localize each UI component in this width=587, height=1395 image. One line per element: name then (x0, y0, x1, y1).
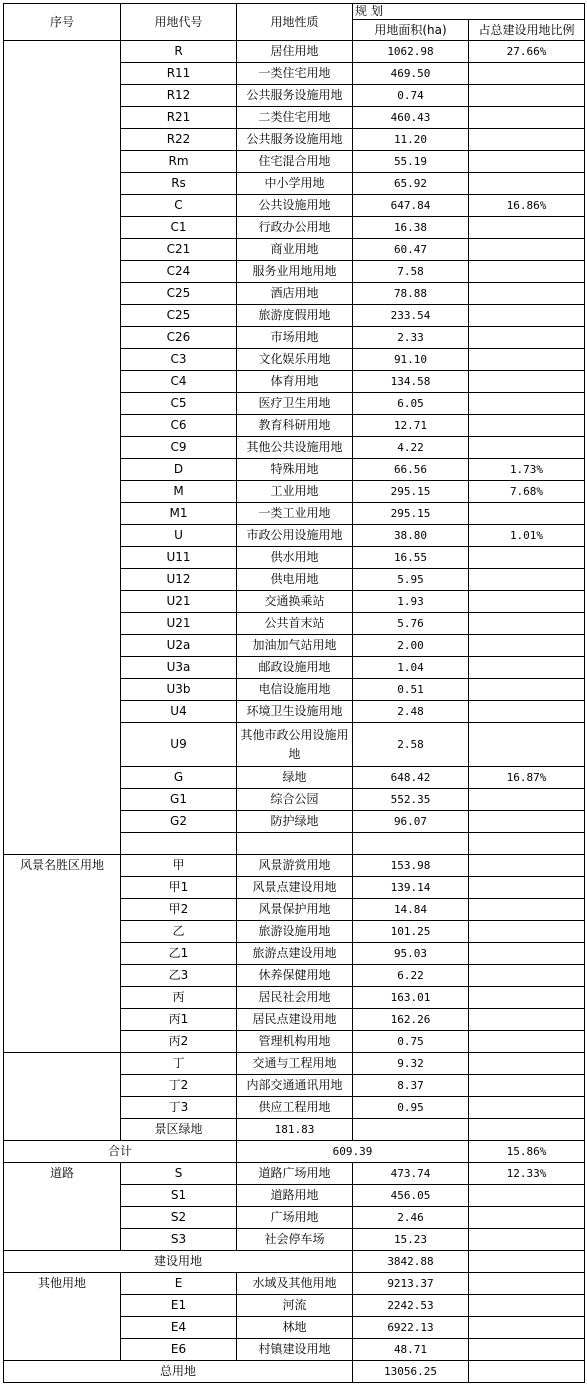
area-cell: 0.75 (353, 1031, 469, 1053)
area-cell: 295.15 (353, 503, 469, 525)
code-cell: E6 (121, 1339, 237, 1361)
code-cell: D (121, 459, 237, 481)
empty-cell (353, 1119, 469, 1141)
ratio-cell (469, 811, 585, 833)
nature-cell: 供电用地 (237, 569, 353, 591)
area-cell: 11.20 (353, 129, 469, 151)
nature-cell: 供应工程用地 (237, 1097, 353, 1119)
nature-cell: 一类住宅用地 (237, 63, 353, 85)
other-label: 其他用地 (4, 1273, 121, 1361)
nature-cell: 电信设施用地 (237, 679, 353, 701)
code-cell: E (121, 1273, 237, 1295)
code-cell: C6 (121, 415, 237, 437)
nature-cell: 交通换乘站 (237, 591, 353, 613)
area-cell: 12.71 (353, 415, 469, 437)
area-cell: 96.07 (353, 811, 469, 833)
code-cell: U (121, 525, 237, 547)
nature-cell: 商业用地 (237, 239, 353, 261)
ratio-cell (469, 1207, 585, 1229)
area-cell: 16.55 (353, 547, 469, 569)
code-cell: U9 (121, 723, 237, 767)
area-cell: 95.03 (353, 943, 469, 965)
nature-cell: 交通与工程用地 (237, 1053, 353, 1075)
code-cell: R22 (121, 129, 237, 151)
code-cell: U3a (121, 657, 237, 679)
code-cell: 乙1 (121, 943, 237, 965)
area-cell: 5.95 (353, 569, 469, 591)
table-row (4, 1163, 585, 1185)
area-cell: 8.37 (353, 1075, 469, 1097)
nature-cell: 风景点建设用地 (237, 877, 353, 899)
area-cell: 456.05 (353, 1185, 469, 1207)
area-cell: 648.42 (353, 767, 469, 789)
code-cell: 乙3 (121, 965, 237, 987)
code-cell: C5 (121, 393, 237, 415)
code-cell: U2a (121, 635, 237, 657)
ratio-cell (469, 701, 585, 723)
area-cell: 2.33 (353, 327, 469, 349)
header-seq: 序号 (4, 4, 121, 41)
nature-cell: 林地 (237, 1317, 353, 1339)
ratio-cell: 27.66% (469, 41, 585, 63)
area-cell: 1.04 (353, 657, 469, 679)
ratio-cell (469, 371, 585, 393)
ratio-cell (469, 591, 585, 613)
area-cell: 295.15 (353, 481, 469, 503)
scenic-green-label: 景区绿地 (121, 1119, 237, 1141)
code-cell: 丙2 (121, 1031, 237, 1053)
subtotal-area: 609.39 (237, 1141, 469, 1163)
area-cell: 1.93 (353, 591, 469, 613)
area-cell: 2.48 (353, 701, 469, 723)
area-cell: 6.05 (353, 393, 469, 415)
area-cell: 134.58 (353, 371, 469, 393)
area-cell: 2.46 (353, 1207, 469, 1229)
area-cell: 6.22 (353, 965, 469, 987)
subtotal-ratio: 15.86% (469, 1141, 585, 1163)
empty-cell (469, 833, 585, 855)
nature-cell: 旅游设施用地 (237, 921, 353, 943)
code-cell: E1 (121, 1295, 237, 1317)
grand-total-area: 13056.25 (353, 1361, 469, 1383)
ratio-cell (469, 129, 585, 151)
area-cell: 15.23 (353, 1229, 469, 1251)
seq-cell-empty (4, 41, 121, 855)
area-cell: 5.76 (353, 613, 469, 635)
area-cell: 14.84 (353, 899, 469, 921)
area-cell: 153.98 (353, 855, 469, 877)
area-cell: 469.50 (353, 63, 469, 85)
area-cell: 0.74 (353, 85, 469, 107)
ratio-cell (469, 217, 585, 239)
nature-cell: 道路广场用地 (237, 1163, 353, 1185)
nature-cell: 绿地 (237, 767, 353, 789)
nature-cell: 综合公园 (237, 789, 353, 811)
ratio-cell (469, 635, 585, 657)
area-cell: 38.80 (353, 525, 469, 547)
ratio-cell (469, 415, 585, 437)
nature-cell: 道路用地 (237, 1185, 353, 1207)
code-cell: S2 (121, 1207, 237, 1229)
nature-cell: 居民社会用地 (237, 987, 353, 1009)
ratio-cell (469, 855, 585, 877)
ratio-cell: 16.87% (469, 767, 585, 789)
code-cell: S1 (121, 1185, 237, 1207)
road-label: 道路 (4, 1163, 121, 1251)
area-cell: 6922.13 (353, 1317, 469, 1339)
grand-total-label: 总用地 (4, 1361, 353, 1383)
nature-cell: 市场用地 (237, 327, 353, 349)
ratio-cell (469, 1229, 585, 1251)
ratio-cell (469, 393, 585, 415)
code-cell: 乙 (121, 921, 237, 943)
built-total-row (4, 1251, 585, 1273)
nature-cell: 文化娱乐用地 (237, 349, 353, 371)
code-cell: U12 (121, 569, 237, 591)
code-cell: 丁3 (121, 1097, 237, 1119)
nature-cell: 风景保护用地 (237, 899, 353, 921)
area-cell: 9.32 (353, 1053, 469, 1075)
nature-cell: 特殊用地 (237, 459, 353, 481)
nature-cell: 管理机构用地 (237, 1031, 353, 1053)
nature-cell: 社会停车场 (237, 1229, 353, 1251)
ratio-cell: 1.73% (469, 459, 585, 481)
nature-cell: 中小学用地 (237, 173, 353, 195)
ratio-cell (469, 305, 585, 327)
ratio-cell (469, 877, 585, 899)
ratio-cell (469, 327, 585, 349)
empty-cell (121, 833, 237, 855)
area-cell: 647.84 (353, 195, 469, 217)
area-cell: 163.01 (353, 987, 469, 1009)
area-cell: 4.22 (353, 437, 469, 459)
nature-cell: 其他公共设施用地 (237, 437, 353, 459)
ratio-cell: 1.01% (469, 525, 585, 547)
ratio-cell (469, 613, 585, 635)
nature-cell: 防护绿地 (237, 811, 353, 833)
table-row (4, 1273, 585, 1295)
area-cell: 552.35 (353, 789, 469, 811)
nature-cell: 一类工业用地 (237, 503, 353, 525)
nature-cell: 工业用地 (237, 481, 353, 503)
nature-cell: 酒店用地 (237, 283, 353, 305)
nature-cell: 内部交通通讯用地 (237, 1075, 353, 1097)
nature-cell: 旅游点建设用地 (237, 943, 353, 965)
scenic-label: 风景名胜区用地 (4, 855, 121, 1053)
nature-cell: 住宅混合用地 (237, 151, 353, 173)
header-nature: 用地性质 (237, 4, 353, 41)
code-cell: U21 (121, 613, 237, 635)
area-cell: 9213.37 (353, 1273, 469, 1295)
scenic-green-area: 181.83 (237, 1119, 353, 1141)
nature-cell: 市政公用设施用地 (237, 525, 353, 547)
code-cell: 甲1 (121, 877, 237, 899)
nature-cell: 行政办公用地 (237, 217, 353, 239)
nature-cell: 服务业用地用地 (237, 261, 353, 283)
code-cell: R12 (121, 85, 237, 107)
code-cell: U21 (121, 591, 237, 613)
area-cell: 460.43 (353, 107, 469, 129)
ratio-cell (469, 107, 585, 129)
table-row (4, 855, 585, 877)
code-cell: C26 (121, 327, 237, 349)
code-cell: S (121, 1163, 237, 1185)
code-cell: 丁2 (121, 1075, 237, 1097)
ratio-cell: 16.86% (469, 195, 585, 217)
code-cell: C1 (121, 217, 237, 239)
nature-cell: 水域及其他用地 (237, 1273, 353, 1295)
code-cell: M (121, 481, 237, 503)
built-total-area: 3842.88 (353, 1251, 469, 1273)
code-cell: 甲 (121, 855, 237, 877)
area-cell: 233.54 (353, 305, 469, 327)
code-cell: C21 (121, 239, 237, 261)
area-cell: 65.92 (353, 173, 469, 195)
header-ratio: 占总建设用地比例 (469, 20, 585, 41)
subtotal-label: 合计 (4, 1141, 237, 1163)
ratio-cell (469, 503, 585, 525)
area-cell: 7.58 (353, 261, 469, 283)
area-cell: 1062.98 (353, 41, 469, 63)
code-cell: 甲2 (121, 899, 237, 921)
code-cell: S3 (121, 1229, 237, 1251)
code-cell: 丙1 (121, 1009, 237, 1031)
nature-cell: 教育科研用地 (237, 415, 353, 437)
ratio-cell (469, 943, 585, 965)
nature-cell: 村镇建设用地 (237, 1339, 353, 1361)
code-cell: C24 (121, 261, 237, 283)
code-cell: G2 (121, 811, 237, 833)
nature-cell: 邮政设施用地 (237, 657, 353, 679)
area-cell: 2242.53 (353, 1295, 469, 1317)
ratio-cell (469, 349, 585, 371)
area-cell: 78.88 (353, 283, 469, 305)
area-cell: 60.47 (353, 239, 469, 261)
code-cell: U3b (121, 679, 237, 701)
ratio-cell (469, 261, 585, 283)
ratio-cell (469, 569, 585, 591)
nature-cell: 风景游赏用地 (237, 855, 353, 877)
nature-cell: 医疗卫生用地 (237, 393, 353, 415)
empty-cell (237, 833, 353, 855)
ratio-cell (469, 965, 585, 987)
ratio-cell (469, 85, 585, 107)
code-cell: C (121, 195, 237, 217)
nature-cell: 旅游度假用地 (237, 305, 353, 327)
ratio-cell (469, 1339, 585, 1361)
code-cell: E4 (121, 1317, 237, 1339)
code-cell: G (121, 767, 237, 789)
ratio-cell (469, 1185, 585, 1207)
area-cell: 2.00 (353, 635, 469, 657)
ratio-cell (469, 679, 585, 701)
code-cell: C25 (121, 283, 237, 305)
code-cell: 丙 (121, 987, 237, 1009)
code-cell: R11 (121, 63, 237, 85)
area-cell: 473.74 (353, 1163, 469, 1185)
area-cell: 162.26 (353, 1009, 469, 1031)
area-cell: 139.14 (353, 877, 469, 899)
code-cell: C3 (121, 349, 237, 371)
nature-cell: 体育用地 (237, 371, 353, 393)
nature-cell: 公共服务设施用地 (237, 129, 353, 151)
nature-cell: 公共设施用地 (237, 195, 353, 217)
area-cell: 55.19 (353, 151, 469, 173)
nature-cell: 公共首末站 (237, 613, 353, 635)
code-cell: G1 (121, 789, 237, 811)
nature-cell: 加油加气站用地 (237, 635, 353, 657)
ratio-cell (469, 283, 585, 305)
ratio-cell (469, 789, 585, 811)
nature-cell: 环境卫生设施用地 (237, 701, 353, 723)
nature-cell: 广场用地 (237, 1207, 353, 1229)
header-plan: 规 划 (353, 4, 585, 20)
ratio-cell (469, 1097, 585, 1119)
code-cell: U4 (121, 701, 237, 723)
empty-cell (469, 1119, 585, 1141)
code-cell: C4 (121, 371, 237, 393)
ratio-cell (469, 723, 585, 767)
ratio-cell (469, 547, 585, 569)
ratio-cell (469, 437, 585, 459)
table-row (4, 1053, 585, 1075)
header-code: 用地代号 (121, 4, 237, 41)
code-cell: R21 (121, 107, 237, 129)
empty-cell (469, 1251, 585, 1273)
ratio-cell (469, 239, 585, 261)
header-row (4, 4, 585, 20)
subtotal-row (4, 1141, 585, 1163)
area-cell: 91.10 (353, 349, 469, 371)
ratio-cell (469, 1009, 585, 1031)
code-cell: C25 (121, 305, 237, 327)
nature-cell: 居住用地 (237, 41, 353, 63)
ratio-cell (469, 1295, 585, 1317)
ratio-cell (469, 657, 585, 679)
ratio-cell (469, 1031, 585, 1053)
area-cell: 101.25 (353, 921, 469, 943)
ratio-cell (469, 1053, 585, 1075)
nature-cell: 供水用地 (237, 547, 353, 569)
empty-cell (469, 1361, 585, 1383)
nature-cell: 二类住宅用地 (237, 107, 353, 129)
nature-cell: 公共服务设施用地 (237, 85, 353, 107)
code-cell: C9 (121, 437, 237, 459)
land-use-table (3, 3, 585, 1383)
area-cell: 0.51 (353, 679, 469, 701)
table-row (4, 41, 585, 63)
seq-cell-empty (4, 1053, 121, 1141)
header-area: 用地面积(ha) (353, 20, 469, 41)
code-cell: Rm (121, 151, 237, 173)
ratio-cell: 7.68% (469, 481, 585, 503)
ratio-cell (469, 987, 585, 1009)
ratio-cell (469, 151, 585, 173)
area-cell: 2.58 (353, 723, 469, 767)
ratio-cell (469, 63, 585, 85)
nature-cell: 休养保健用地 (237, 965, 353, 987)
code-cell: Rs (121, 173, 237, 195)
nature-cell: 其他市政公用设施用地 (237, 723, 353, 767)
ratio-cell (469, 899, 585, 921)
ratio-cell (469, 1075, 585, 1097)
ratio-cell: 12.33% (469, 1163, 585, 1185)
nature-cell: 河流 (237, 1295, 353, 1317)
area-cell: 48.71 (353, 1339, 469, 1361)
ratio-cell (469, 1317, 585, 1339)
ratio-cell (469, 921, 585, 943)
ratio-cell (469, 173, 585, 195)
ratio-cell (469, 1273, 585, 1295)
empty-cell (353, 833, 469, 855)
code-cell: 丁 (121, 1053, 237, 1075)
nature-cell: 居民点建设用地 (237, 1009, 353, 1031)
land-use-table-body (4, 4, 585, 1383)
area-cell: 66.56 (353, 459, 469, 481)
area-cell: 16.38 (353, 217, 469, 239)
built-total-label: 建设用地 (4, 1251, 353, 1273)
code-cell: U11 (121, 547, 237, 569)
code-cell: R (121, 41, 237, 63)
area-cell: 0.95 (353, 1097, 469, 1119)
code-cell: M1 (121, 503, 237, 525)
grand-total-row (4, 1361, 585, 1383)
